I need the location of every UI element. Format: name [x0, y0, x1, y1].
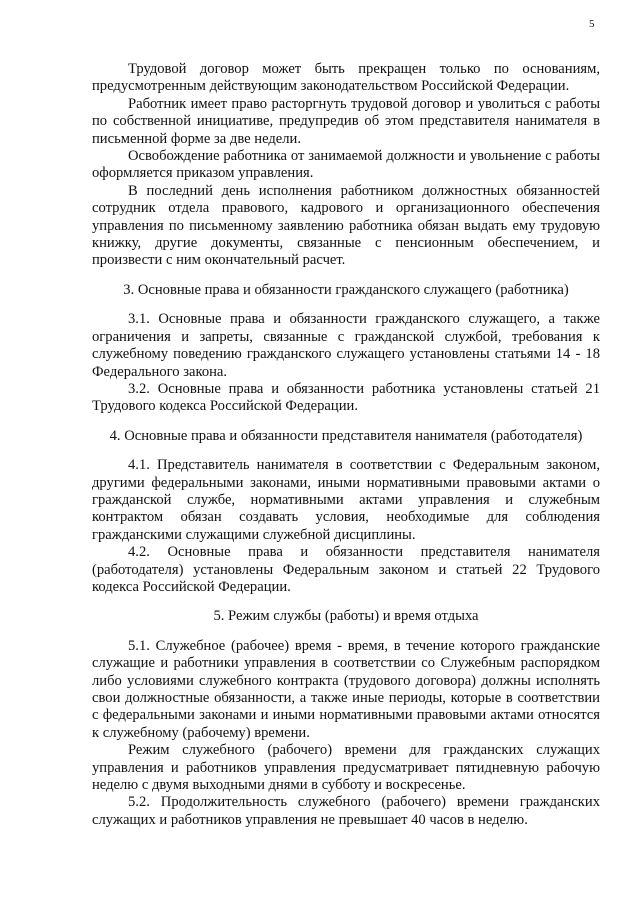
paragraph-last-day: В последний день исполнения работником должностных обязанностей сотрудник отдела правового, кадрового и организационного обеспечения управления по письменному заявлению работника обязан выдать ему трудовую книжку, другие документы, связанные с пенсионным обеспечением, и произвести с ним окончательный расчет.: [92, 182, 600, 269]
section-heading-4: 4. Основные права и обязанности представителя нанимателя (работодателя): [109, 427, 583, 444]
paragraph-3-2: 3.2. Основные права и обязанности работника установлены статьей 21 Трудового кодекса Российской Федерации.: [92, 380, 600, 415]
paragraph-3-1: 3.1. Основные права и обязанности гражданского служащего, а также ограничения и запреты, связанные с гражданской службой, требования к служебному поведению гражданского служащего установлены статьями 14 - 18 Федерального закона.: [92, 311, 600, 380]
paragraph-5-1: 5.1. Служебное (рабочее) время - время, в течение которого гражданские служащие и работники управления в соответствии со Служебным распорядком либо условиями служебного контракта (трудового договора) должны исполнять свои должностные обязанности, а также иные периоды, которые в соответствии с федеральными законами и иными нормативными правовыми актами относятся к служебному (рабочему) времени.: [92, 637, 600, 741]
paragraph-4-2: 4.2. Основные права и обязанности представителя нанимателя (работодателя) установлены Федеральным законом и статьей 22 Трудового кодекса Российской Федерации.: [92, 544, 600, 595]
section-heading-3: 3. Основные права и обязанности гражданского служащего (работника): [123, 281, 569, 298]
page-number: 5: [589, 18, 595, 30]
paragraph-4-1: 4.1. Представитель нанимателя в соответствии с Федеральным законом, другими федеральными законами, иными нормативными правовыми актами о гражданской службе, нормативными актами управления и служебным контрактом обязан создавать условия, необходимые для соблюдения гражданскими служащими служебной дисциплины.: [92, 457, 600, 543]
paragraph-resignation-right: Работник имеет право расторгнуть трудовой договор и уволиться с работы по собственной инициативе, предупредив об этом представителя нанимателя в письменной форме за две недели.: [92, 95, 600, 147]
paragraph-work-schedule: Режим служебного (рабочего) времени для гражданских служащих управления и работников управления предусматривает пятидневную рабочую неделю с двумя выходными днями в субботу и воскресенье.: [92, 742, 600, 794]
paragraph-5-2: 5.2. Продолжительность служебного (рабочего) времени гражданских служащих и работников управления не превышает 40 часов в неделю.: [92, 794, 600, 828]
document-body: [92, 61, 600, 829]
section-heading-5: 5. Режим службы (работы) и время отдыха: [213, 608, 479, 625]
paragraph-dismissal-order: Освобождение работника от занимаемой должности и увольнение с работы оформляется приказом управления.: [92, 148, 600, 182]
paragraph-contract-termination: Трудовой договор может быть прекращен только по основаниям, предусмотренным действующим законодательством Российской Федерации.: [92, 61, 600, 95]
